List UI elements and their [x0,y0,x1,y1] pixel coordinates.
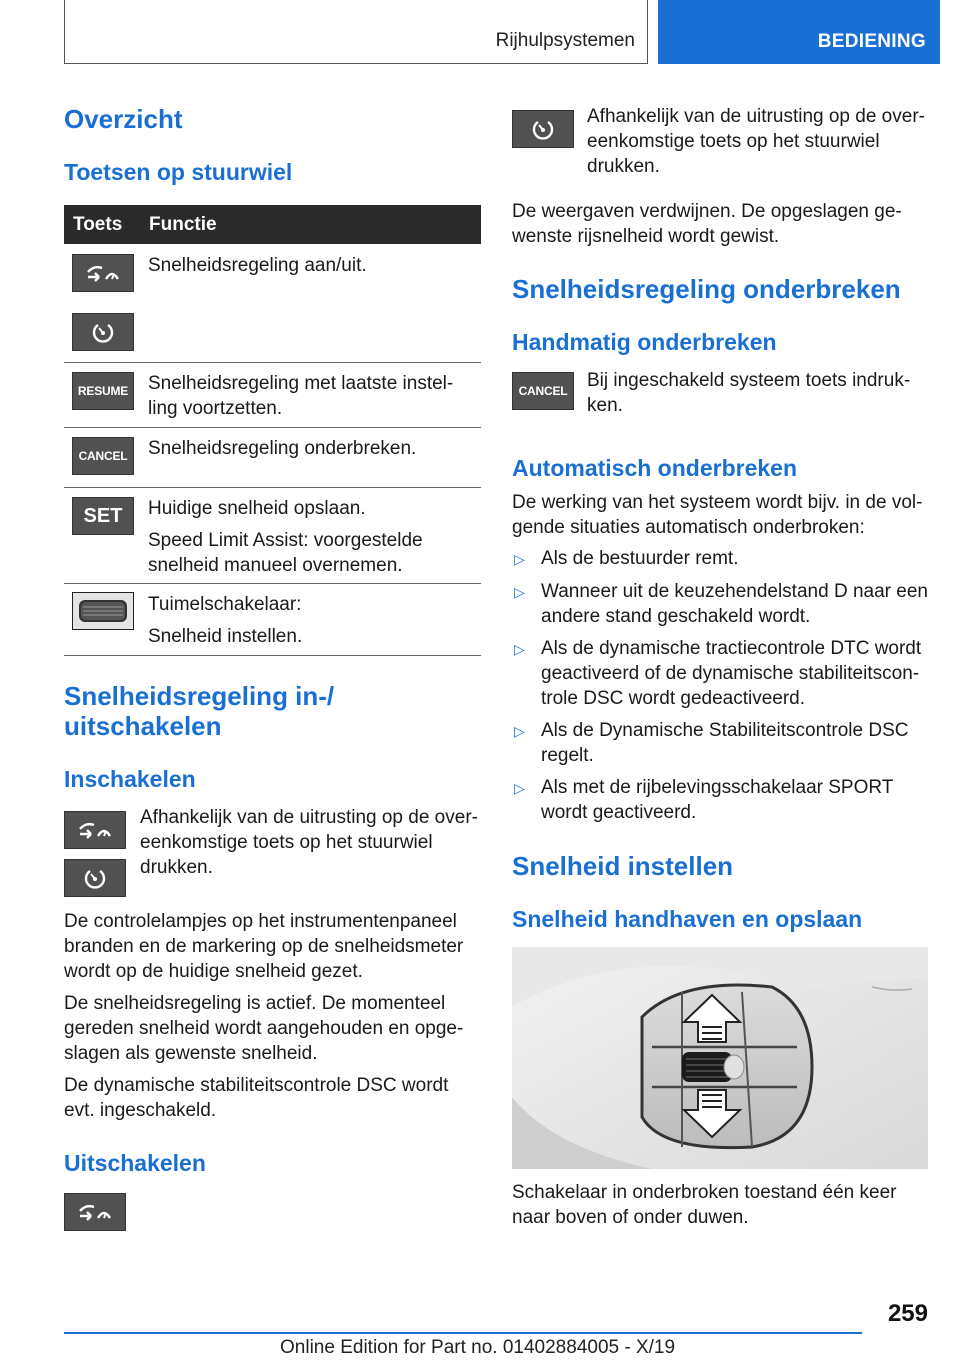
triangle-bullet-icon: ▷ [514,641,525,657]
key-cruise-uit [64,1193,126,1231]
list-item: Als met de rijbelevingsschakelaar SPORT wordt geactiveerd. [541,777,894,823]
triangle-bullet-icon: ▷ [514,723,525,739]
row1-text: Snelheidsregeling aan/uit. [148,255,367,276]
row5-text: Tuimelschakelaar: [148,594,302,615]
cruise-control-icon [85,262,121,284]
p-dsc: De dynamische stabiliteitscontrole DSC wordt evt. ingeschakeld. [64,1075,449,1121]
key-set-label: SET [83,504,123,527]
table-header [64,205,481,244]
p-afh-left: Afhankelijk van de uitrusting op de over- eenkomstige toets op het stuurwiel drukken. [140,807,478,878]
key-cancel [72,437,134,475]
col-functie: Functie [149,214,217,235]
triangle-bullet-icon: ▷ [514,551,525,567]
key-cruise-in [64,811,126,849]
table-bottom-rule [64,655,481,656]
header-tab[interactable] [658,0,940,64]
footer-rule [64,1332,862,1334]
key-limiter-uit [512,110,574,148]
header-section-title: Rijhulpsystemen [495,30,635,51]
row-divider [64,487,481,488]
heading-uitschakelen: Uitschakelen [64,1150,206,1176]
key-cancel-label: CANCEL [78,449,128,463]
speed-limiter-icon [91,320,115,344]
heading-onderbreken: Snelheidsregeling onderbreken [512,274,901,304]
row2-text: Snelheidsregeling met laatste instel- ling voortzetten. [148,373,454,419]
heading-inuit: Snelheidsregeling in-/ uitschakelen [64,681,335,741]
key-set [72,497,134,535]
list-item: Als de bestuurder remt. [541,548,739,569]
heading-handmatig: Handmatig onderbreken [512,329,777,355]
speed-limiter-icon [531,117,555,141]
header-box [64,0,648,64]
key-limiter-in [64,859,126,897]
heading-inschakelen: Inschakelen [64,766,196,792]
key-rocker [72,592,134,630]
heading-overzicht: Overzicht [64,104,183,134]
steering-wheel-photo [512,947,928,1169]
list-item: Als de dynamische tractiecontrole DTC wordt geactiveerd of de dynamische stabiliteitscon- trole DSC wordt gedeactiveerd. [541,638,922,709]
key-limiter [72,313,134,351]
p-control: De controlelampjes op het instrumentenpaneel branden en de markering op de snelheidsmeter wordt op de huidige snelheid gezet. [64,911,464,982]
row-divider [64,583,481,584]
row-divider [64,427,481,428]
p-werking: De werking van het systeem wordt bijv. in de vol- gende situaties automatisch onderbroken: [512,492,923,538]
heading-handhaven: Snelheid handhaven en opslaan [512,906,863,932]
key-resume [72,372,134,410]
heading-instellen: Snelheid instellen [512,851,734,881]
key-cruise [72,254,134,292]
row-divider [64,362,481,363]
row5-text2: Snelheid instellen. [148,626,303,647]
photo-caption: Schakelaar in onderbroken toestand één keer naar boven of onder duwen. [512,1182,897,1228]
row3-text: Snelheidsregeling onderbreken. [148,438,417,459]
header-tab-label: BEDIENING [817,31,926,52]
heading-automatisch: Automatisch onderbreken [512,455,797,481]
row4-text: Huidige snelheid opslaan. [148,498,366,519]
p-actief: De snelheidsregeling is actief. De momenteel gereden snelheid wordt aangehouden en opge- slagen als gewenste snelheid. [64,993,464,1064]
rocker-switch-icon [75,594,131,628]
col-toets: Toets [73,214,123,235]
row4-text2: Speed Limit Assist: voorgestelde snelheid manueel overnemen. [148,530,423,576]
list-item: Wanneer uit de keuzehendelstand D naar een andere stand geschakeld wordt. [541,581,928,627]
key-cancel-right [512,372,574,410]
p-handmatig: Bij ingeschakeld systeem toets indruk- ken. [587,370,911,416]
key-resume-label: RESUME [77,384,129,398]
speed-limiter-icon [83,866,107,890]
cruise-control-icon [77,819,113,841]
cruise-control-icon [77,1201,113,1223]
triangle-bullet-icon: ▷ [514,584,525,600]
triangle-bullet-icon: ▷ [514,780,525,796]
list-item: Als de Dynamische Stabiliteitscontrole DSC regelt. [541,720,909,766]
key-cancel-right-label: CANCEL [518,384,568,398]
p-weergaven: De weergaven verdwijnen. De opgeslagen ge- wenste rijsnelheid wordt gewist. [512,201,902,247]
heading-toetsen: Toetsen op stuurwiel [64,159,293,185]
p-afh-right-a: Afhankelijk van de uitrusting op de over- eenkomstige toets op het stuurwiel drukken. [587,106,925,177]
footer-edition: Online Edition for Part no. 01402884005 - X/19 [280,1337,676,1358]
page-number: 259 [887,1300,928,1327]
